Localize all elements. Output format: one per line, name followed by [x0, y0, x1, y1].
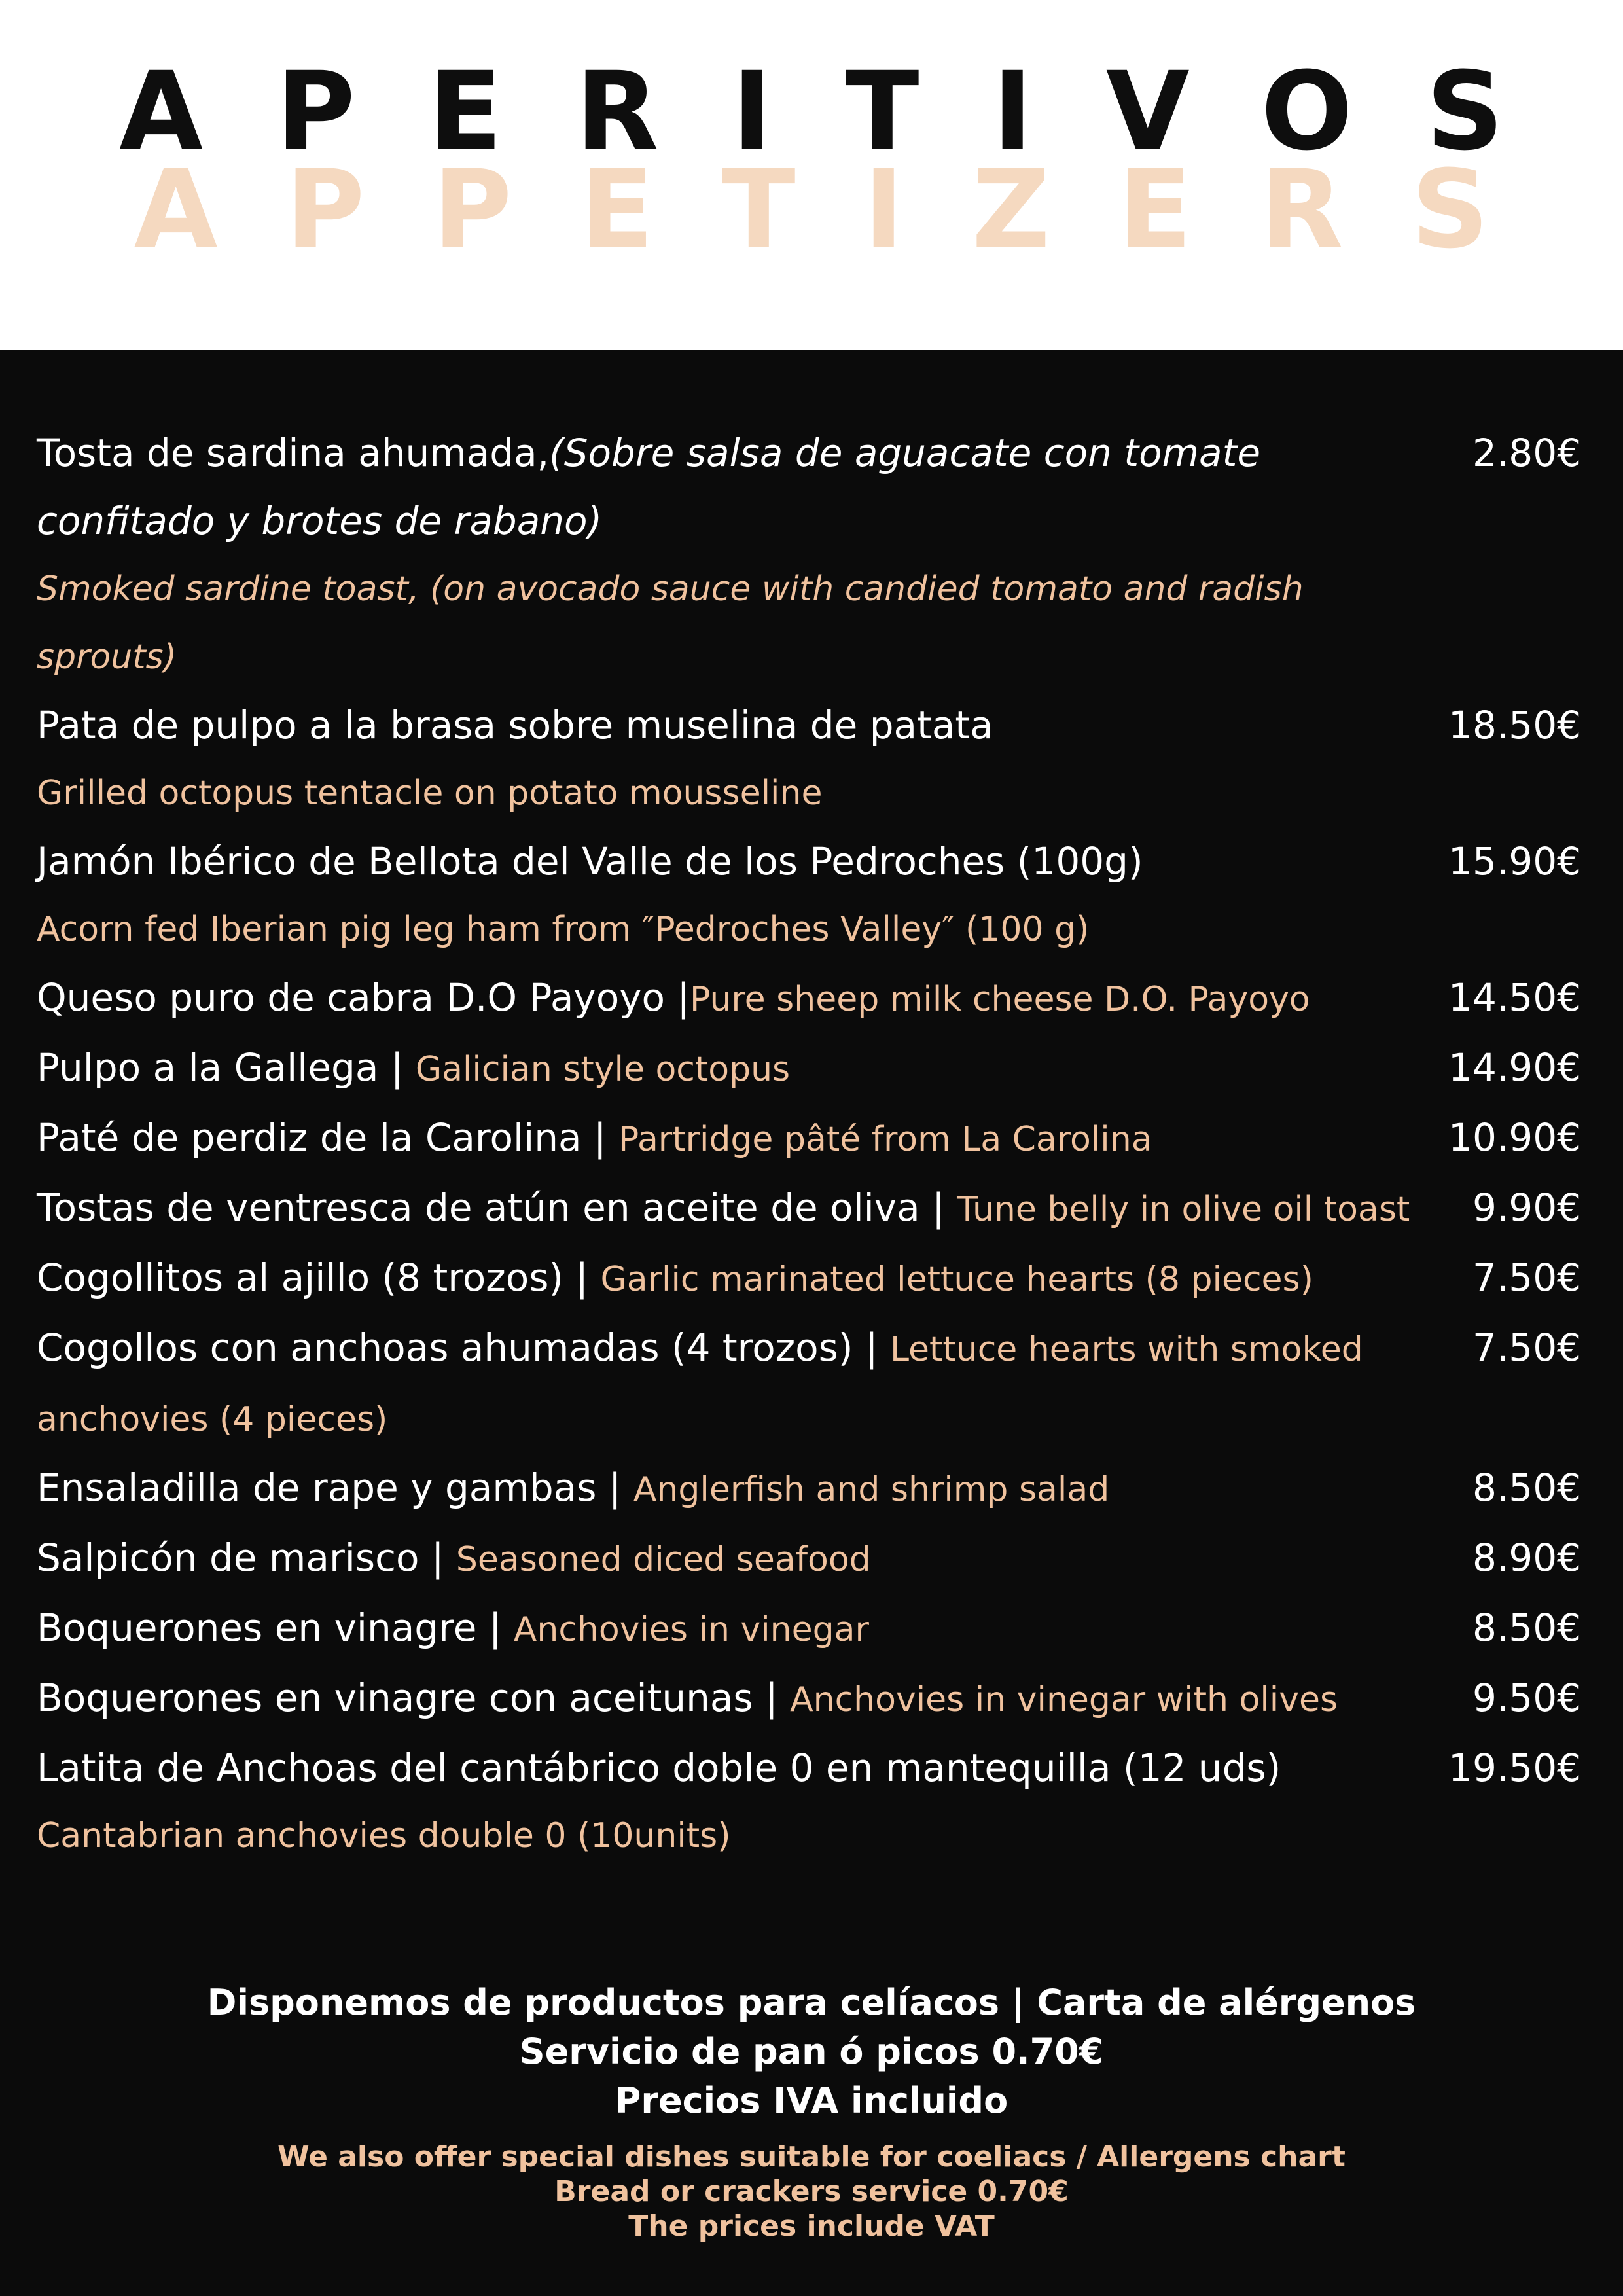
item-name-en: Grilled octopus tentacle on potato mousseline — [37, 774, 823, 813]
item-name-en: Anchovies in vinegar with olives — [790, 1680, 1338, 1719]
menu-item — [37, 1734, 1581, 1802]
item-name-es: Paté de perdiz de la Carolina | — [37, 1115, 618, 1160]
item-name-en: Partridge pâté from La Carolina — [618, 1120, 1152, 1159]
item-price: 7.50€ — [1472, 1255, 1581, 1300]
item-name-en: Seasoned diced seafood — [455, 1540, 871, 1579]
item-name-en: Smoked sardine toast, (on avocado sauce with candied tomato and radish sprouts) — [37, 569, 1304, 677]
menu-item — [37, 1033, 1581, 1103]
menu-item — [37, 419, 1581, 555]
item-name-es: Tostas de ventresca de atún en aceite de oliva | — [37, 1185, 957, 1230]
item-name-es: Cogollos con anchoas ahumadas (4 trozos) | — [37, 1325, 890, 1370]
footer-note-es: Servicio de pan ó picos 0.70€ — [519, 2031, 1104, 2072]
item-price: 15.90€ — [1448, 839, 1581, 884]
item-name-en: Lettuce hearts with smoked anchovies (4 pieces) — [37, 1330, 1363, 1439]
item-price: 2.80€ — [1472, 431, 1581, 475]
menu-item — [37, 1664, 1581, 1734]
menu-footer — [0, 1978, 1623, 2244]
item-price: 10.90€ — [1448, 1115, 1581, 1160]
menu-item — [37, 1103, 1581, 1174]
footer-note-en: The prices include VAT — [628, 2210, 995, 2243]
title-english: APPETIZERS — [134, 147, 1558, 272]
item-name-es: Jamón Ibérico de Bellota del Valle de los Pedroches (100g) — [37, 839, 1143, 884]
item-name-en: Garlic marinated lettuce hearts (8 pieces) — [600, 1260, 1313, 1299]
menu-item — [37, 1594, 1581, 1664]
menu-item — [37, 1314, 1581, 1454]
item-name-es: Pulpo a la Gallega | — [37, 1045, 416, 1090]
item-price: 18.50€ — [1448, 703, 1581, 747]
item-name-es: Boquerones en vinagre | — [37, 1605, 514, 1650]
item-name-en: Cantabrian anchovies double 0 (10units) — [37, 1816, 731, 1856]
item-detail-es: (Sobre salsa de aguacate con tomate confitado y brotes de rabano) — [37, 431, 1261, 543]
item-price: 8.50€ — [1472, 1605, 1581, 1650]
footer-note-es: Precios IVA incluido — [615, 2080, 1008, 2121]
menu-list — [37, 419, 1581, 1870]
item-price: 7.50€ — [1472, 1325, 1581, 1370]
item-name-es: Boquerones en vinagre con aceitunas | — [37, 1676, 791, 1720]
menu-item — [37, 1524, 1581, 1594]
footer-note-en: Bread or crackers service 0.70€ — [554, 2175, 1069, 2208]
item-price: 14.50€ — [1448, 975, 1581, 1020]
item-price: 14.90€ — [1448, 1045, 1581, 1090]
item-name-es: Salpicón de marisco | — [37, 1535, 456, 1580]
menu-item — [37, 827, 1581, 895]
item-name-en: Anchovies in vinegar — [513, 1610, 869, 1649]
item-price: 19.50€ — [1448, 1746, 1581, 1790]
footer-english — [0, 2140, 1623, 2244]
item-name-en: Tune belly in olive oil toast — [957, 1190, 1410, 1229]
item-price: 8.90€ — [1472, 1535, 1581, 1580]
footer-note-en: We also offer special dishes suitable for coeliacs / Allergens chart — [277, 2140, 1346, 2174]
menu-header — [0, 0, 1623, 350]
item-name-es: Pata de pulpo a la brasa sobre muselina de patata — [37, 703, 993, 747]
item-price: 8.50€ — [1472, 1465, 1581, 1510]
item-name-es: Tosta de sardina ahumada, — [37, 431, 550, 475]
item-price: 9.90€ — [1472, 1185, 1581, 1230]
menu-item — [37, 1244, 1581, 1314]
item-price: 9.50€ — [1472, 1676, 1581, 1720]
menu-item — [37, 1454, 1581, 1524]
item-name-en: Pure sheep milk cheese D.O. Payoyo — [690, 980, 1310, 1019]
footer-note-es: Disponemos de productos para celíacos | Carta de alérgenos — [207, 1982, 1416, 2023]
item-name-es: Ensaladilla de rape y gambas | — [37, 1465, 633, 1510]
item-name-es: Latita de Anchoas del cantábrico doble 0 en mantequilla (12 uds) — [37, 1746, 1281, 1790]
title-spanish: APERITIVOS — [119, 48, 1577, 174]
item-name-en: Acorn fed Iberian pig leg ham from ″Pedroches Valley″ (100 g) — [37, 910, 1090, 949]
item-name-es: Cogollitos al ajillo (8 trozos) | — [37, 1255, 601, 1300]
menu-item — [37, 691, 1581, 759]
item-name-en: Anglerfish and shrimp salad — [633, 1470, 1110, 1509]
item-name-en: Galician style octopus — [415, 1050, 791, 1089]
menu-item — [37, 1174, 1581, 1244]
item-name-es: Queso puro de cabra D.O Payoyo | — [37, 975, 690, 1020]
menu-item — [37, 963, 1581, 1033]
